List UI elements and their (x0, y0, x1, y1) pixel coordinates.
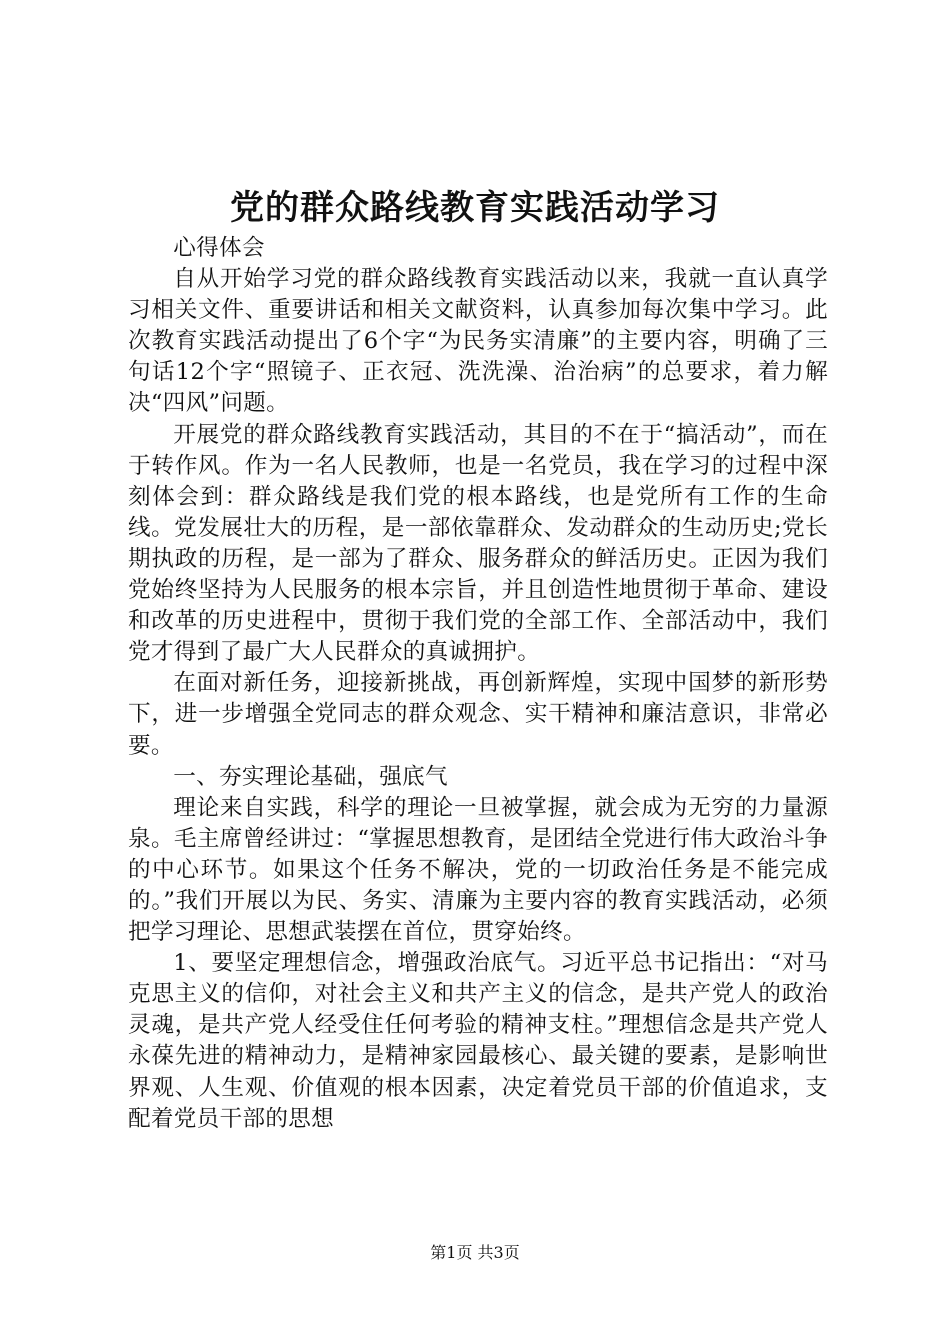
paragraph-subtitle: 心得体会 (173, 235, 265, 261)
paragraph: 1、要坚定理想信念，增强政治底气。习近平总书记指出：“对马克思主义的信仰，对社会主义和共产主义的信念，是共产党人的政治灵魂，是共产党人经受住任何考验的精神支柱。”理想信念是共产党人永葆先进的精神动力，是精神家园最核心、最关键的要素，是影响世界观、人生观、价值观的根本因素，决定着党员干部的价值追求，支配着党员干部的思想 (128, 950, 828, 1132)
paragraph: 自从开始学习党的群众路线教育实践活动以来，我就一直认真学习相关文件、重要讲话和相关文献资料，认真参加每次集中学习。此次教育实践活动提出了6个字“为民务实清廉”的主要内容，明确了三句话12个字“照镜子、正衣冠、洗洗澡、治治病”的总要求，着力解决“四风”问题。 (128, 266, 828, 417)
page-number-footer: 第1页 共3页 (430, 1243, 520, 1262)
document-title: 党的群众路线教育实践活动学习 (230, 188, 720, 228)
section-heading: 一、夯实理论基础，强底气 (173, 763, 448, 790)
paragraph: 在面对新任务，迎接新挑战，再创新辉煌，实现中国梦的新形势下，进一步增强全党同志的群众观念、实干精神和廉洁意识，非常必要。 (128, 670, 828, 759)
document-body (128, 233, 828, 1135)
paragraph: 开展党的群众路线教育实践活动，其目的不在于“搞活动”，而在于转作风。作为一名人民教师，也是一名党员，我在学习的过程中深刻体会到：群众路线是我们党的根本路线，也是党所有工作的生命线。党发展壮大的历程，是一部依靠群众、发动群众的生动历史;党长期执政的历程，是一部为了群众、服务群众的鲜活历史。正因为我们党始终坚持为人民服务的根本宗旨，并且创造性地贯彻于革命、建设和改革的历史进程中，贯彻于我们党的全部工作、全部活动中，我们党才得到了最广大人民群众的真诚拥护。 (128, 421, 828, 666)
paragraph: 理论来自实践，科学的理论一旦被掌握，就会成为无穷的力量源泉。毛主席曾经讲过：“掌握思想教育，是团结全党进行伟大政治斗争的中心环节。如果这个任务不解决，党的一切政治任务是不能完成的。”我们开展以为民、务实、清廉为主要内容的教育实践活动，必须把学习理论、思想武装摆在首位，贯穿始终。 (128, 794, 828, 946)
